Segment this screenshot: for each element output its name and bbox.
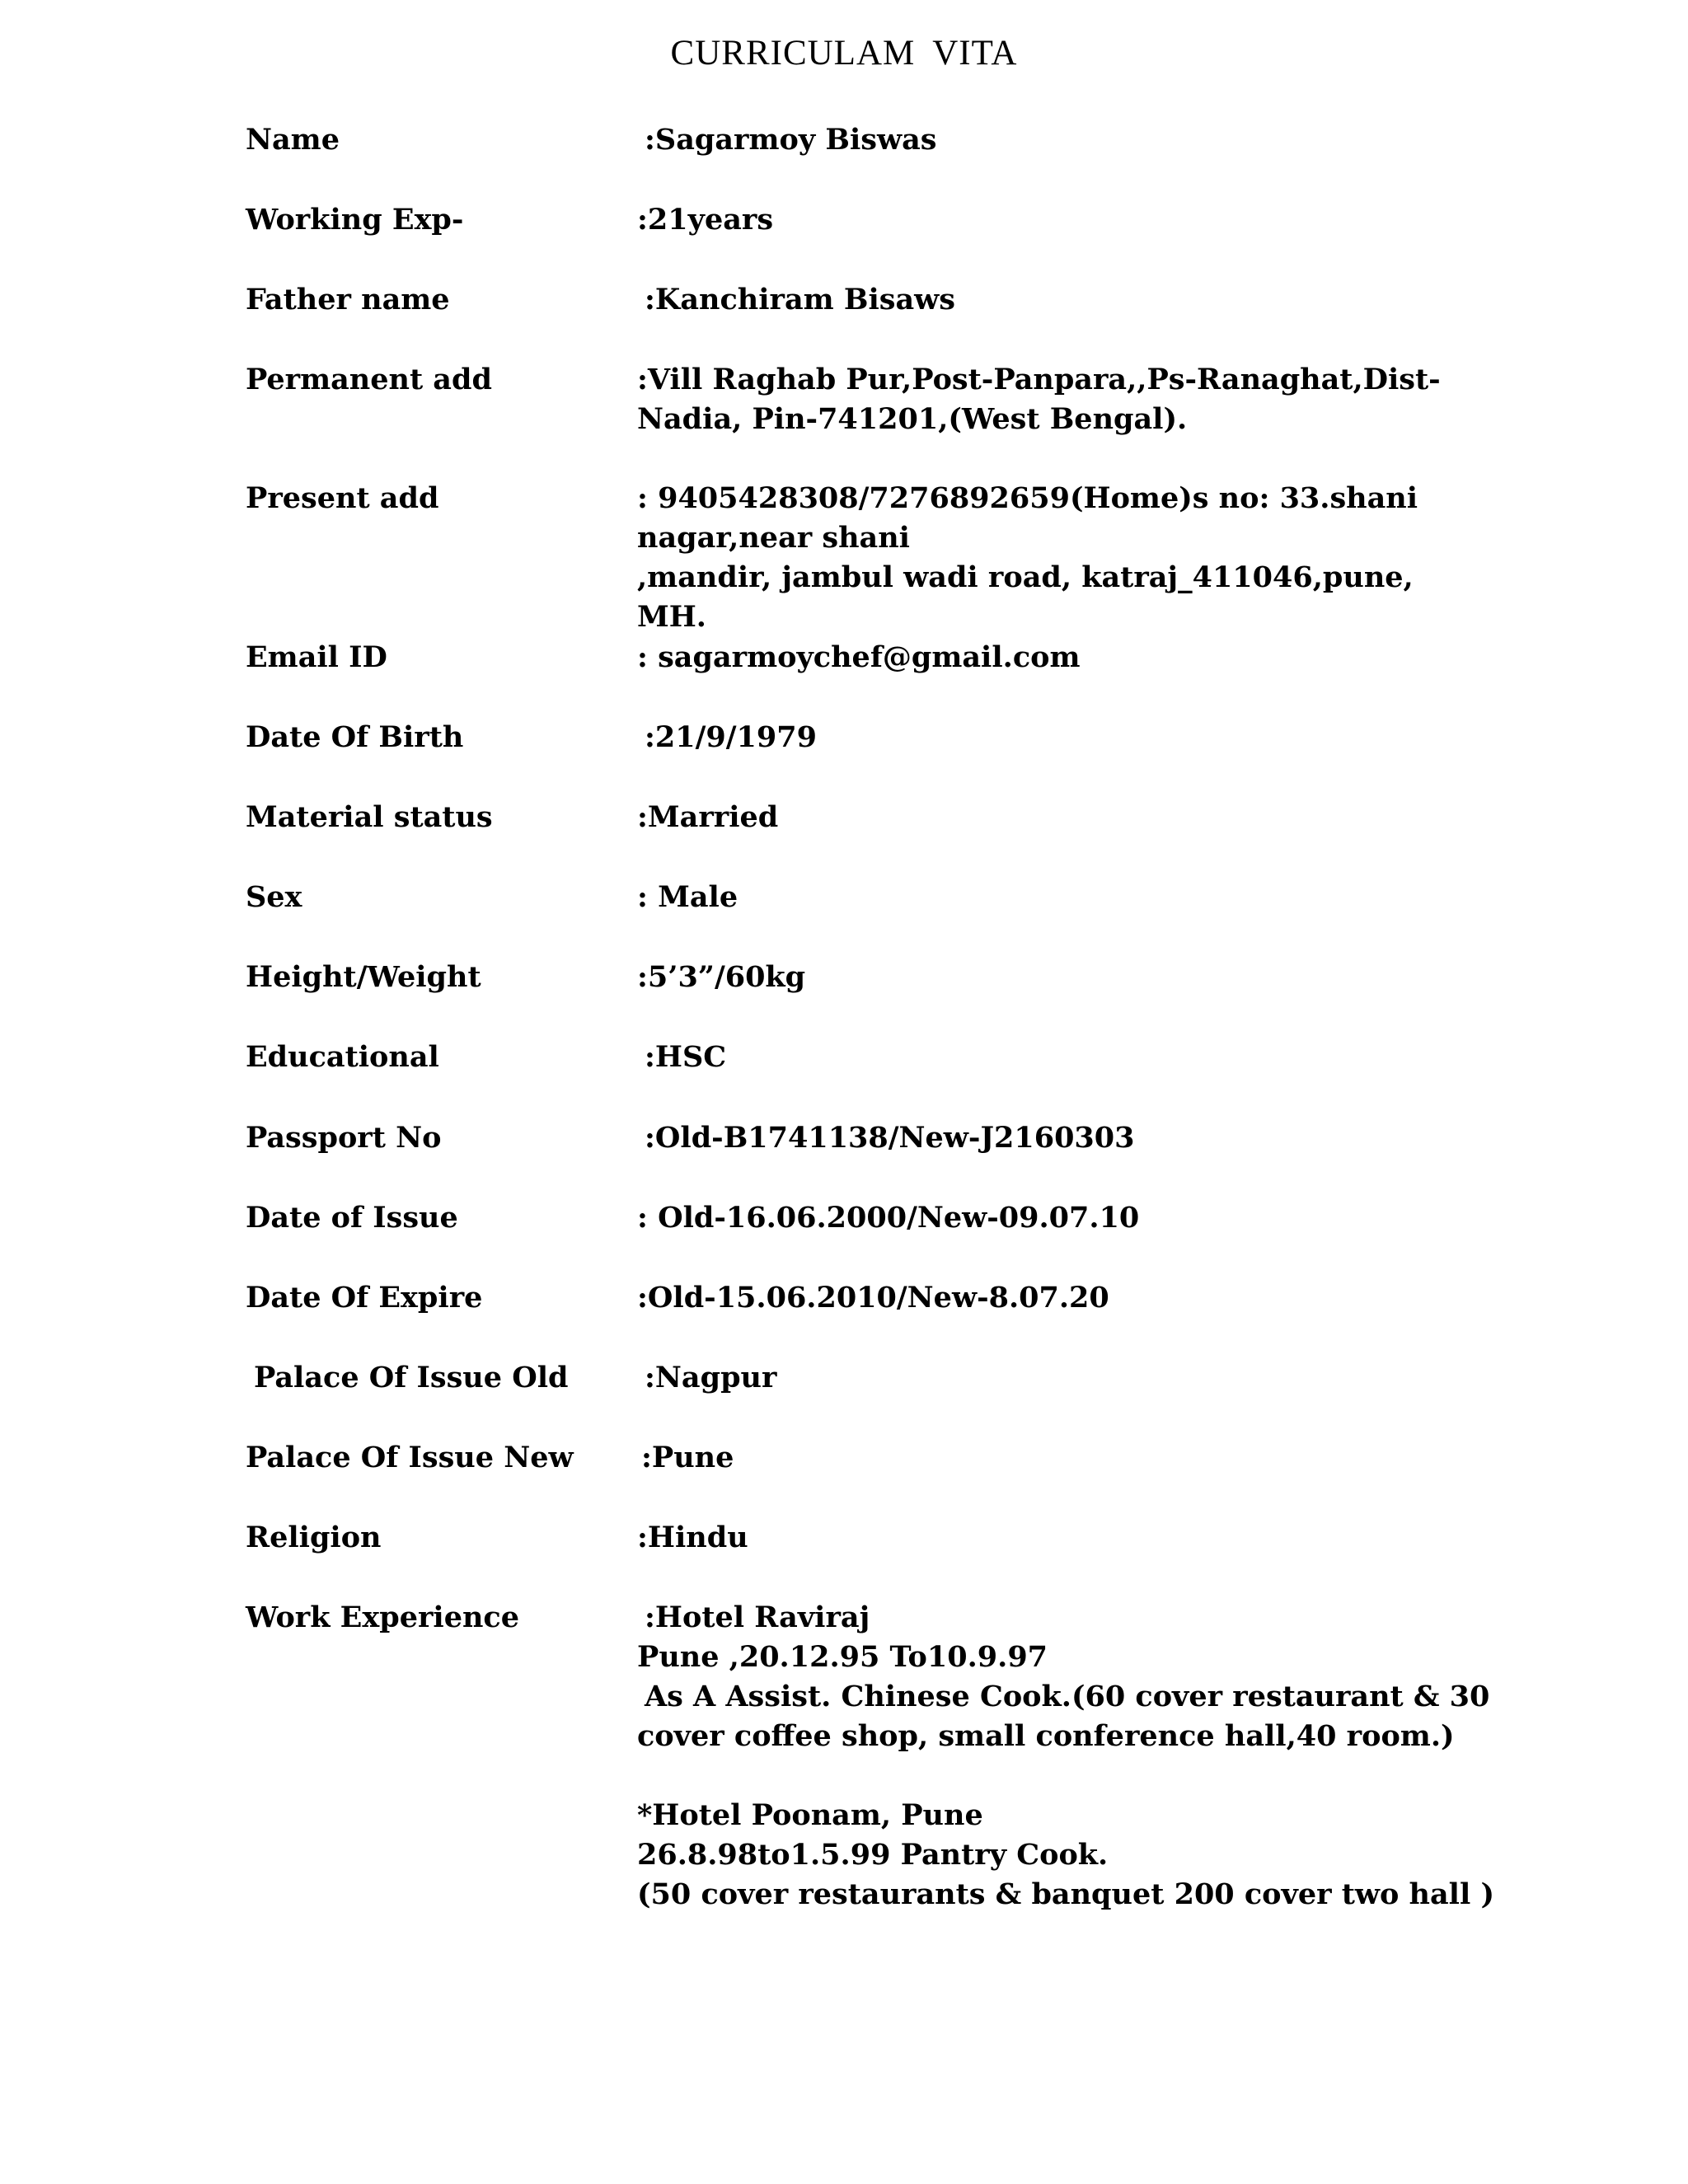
field-label-email: Email ID xyxy=(246,640,387,674)
field-label-sex: Sex xyxy=(246,880,302,914)
field-value-place-of-issue-old: :Nagpur xyxy=(645,1361,777,1394)
present-address-line-1: : 9405428308/7276892659(Home)s no: 33.shani xyxy=(637,481,1418,515)
present-address-line-4: MH. xyxy=(637,600,706,634)
field-value-present-address xyxy=(637,479,1418,637)
field-label-father-name: Father name xyxy=(246,283,450,316)
field-value-religion: :Hindu xyxy=(637,1521,748,1554)
permanent-address-line-2: Nadia, Pin-741201,(West Bengal). xyxy=(637,402,1188,436)
field-label-date-of-birth: Date Of Birth xyxy=(246,720,464,754)
field-label-religion: Religion xyxy=(246,1521,382,1554)
field-label-place-of-issue-new: Palace Of Issue New xyxy=(246,1441,574,1474)
work-experience-line-4: cover coffee shop, small conference hall,40 room.) xyxy=(637,1719,1455,1753)
field-label-work-experience: Work Experience xyxy=(246,1601,519,1634)
field-label-present-address: Present add xyxy=(246,481,439,515)
field-value-date-of-expire: :Old-15.06.2010/New-8.07.20 xyxy=(637,1281,1109,1315)
field-label-name: Name xyxy=(246,123,340,157)
field-value-date-of-birth: :21/9/1979 xyxy=(645,720,817,754)
present-address-line-2: nagar,near shani xyxy=(637,521,910,555)
field-value-name: :Sagarmoy Biswas xyxy=(645,123,937,157)
work-experience-line-8: (50 cover restaurants & banquet 200 cover two hall ) xyxy=(637,1877,1495,1911)
field-value-sex: : Male xyxy=(637,880,738,914)
field-label-place-of-issue-old: Palace Of Issue Old xyxy=(254,1361,569,1394)
work-experience-line-6: *Hotel Poonam, Pune xyxy=(637,1798,983,1832)
field-value-date-of-issue: : Old-16.06.2000/New-09.07.10 xyxy=(637,1201,1140,1235)
field-label-passport-no: Passport No xyxy=(246,1121,442,1155)
permanent-address-line-1: :Vill Raghab Pur,Post-Panpara,,Ps-Ranaghat,Dist- xyxy=(637,363,1441,396)
field-label-working-exp: Working Exp- xyxy=(246,203,464,237)
field-value-marital-status: :Married xyxy=(637,800,779,834)
field-value-permanent-address xyxy=(637,360,1441,439)
field-label-height-weight: Height/Weight xyxy=(246,960,481,994)
field-value-working-exp: :21years xyxy=(637,203,774,237)
field-value-educational: :HSC xyxy=(645,1040,727,1074)
work-experience-line-3: As A Assist. Chinese Cook.(60 cover restaurant & 30 xyxy=(645,1680,1490,1713)
field-value-father-name: :Kanchiram Bisaws xyxy=(645,283,955,316)
field-value-work-experience xyxy=(637,1598,1494,1915)
work-experience-line-2: Pune ,20.12.95 To10.9.97 xyxy=(637,1640,1048,1674)
field-value-passport-no: :Old-B1741138/New-J2160303 xyxy=(645,1121,1135,1155)
work-experience-line-1: :Hotel Raviraj xyxy=(645,1601,870,1634)
field-value-email: : sagarmoychef@gmail.com xyxy=(637,640,1081,674)
work-experience-line-7: 26.8.98to1.5.99 Pantry Cook. xyxy=(637,1838,1109,1872)
field-value-place-of-issue-new: :Pune xyxy=(641,1441,734,1474)
field-label-date-of-expire: Date Of Expire xyxy=(246,1281,483,1315)
work-experience-spacer xyxy=(637,1756,1494,1796)
field-label-educational: Educational xyxy=(246,1040,439,1074)
field-label-date-of-issue: Date of Issue xyxy=(246,1201,458,1235)
field-value-height-weight: :5’3”/60kg xyxy=(637,960,806,994)
field-label-permanent-address: Permanent add xyxy=(246,363,492,396)
document-title: CURRICULAM VITA xyxy=(670,34,1018,73)
field-label-marital-status: Material status xyxy=(246,800,493,834)
present-address-line-3: ,mandir, jambul wadi road, katraj_411046,pune, xyxy=(637,560,1414,594)
